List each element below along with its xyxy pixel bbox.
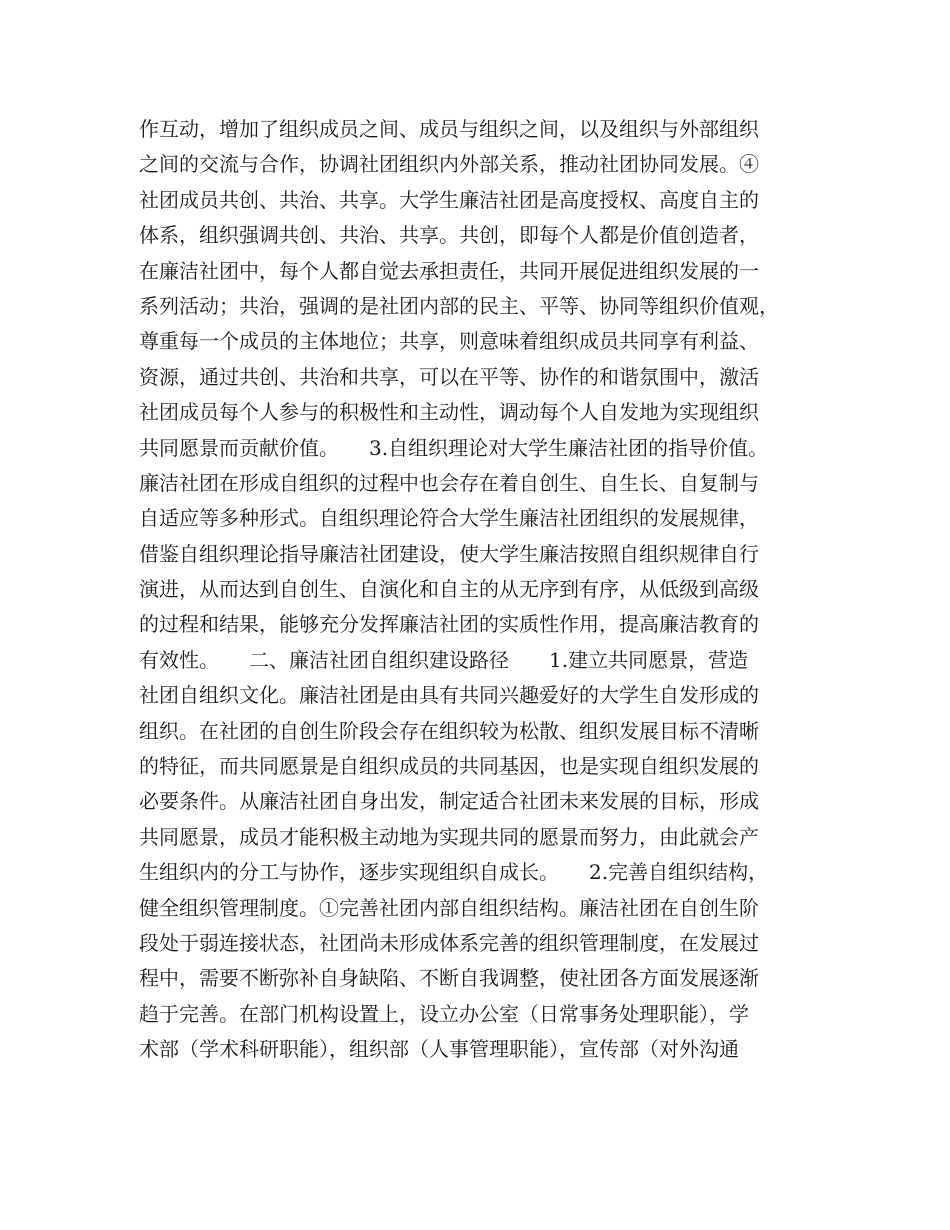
text-line: 健全组织管理制度。①完善社团内部自组织结构。廉洁社团在自创生阶 bbox=[139, 895, 759, 920]
text-line: 作互动，增加了组织成员之间、成员与组织之间，以及组织与外部组织 bbox=[139, 117, 759, 141]
text-line: 术部（学术科研职能），组织部（人事管理职能），宣传部（对外沟通 bbox=[139, 1037, 739, 1062]
text-line: 社团成员每个人参与的积极性和主动性，调动每个人自发地为实现组织 bbox=[139, 400, 759, 425]
text-line: 体系，组织强调共创、共治、共享。共创，即每个人都是价值创造者， bbox=[139, 223, 759, 248]
text-line: 社团成员共创、共治、共享。大学生廉洁社团是高度授权、高度自主的 bbox=[139, 187, 759, 212]
text-line: 生组织内的分工与协作，逐步实现组织自成长。 2.完善自组织结构， bbox=[139, 860, 769, 885]
text-line: 共同愿景，成员才能积极主动地为实现共同的愿景而努力，由此就会产 bbox=[139, 824, 759, 849]
text-line: 的过程和结果，能够充分发挥廉洁社团的实质性作用，提高廉洁教育的 bbox=[139, 612, 759, 637]
text-line: 演进，从而达到自创生、自演化和自主的从无序到有序，从低级到高级 bbox=[139, 577, 759, 602]
text-line: 社团自组织文化。廉洁社团是由具有共同兴趣爱好的大学生自发形成的 bbox=[139, 683, 759, 708]
text-line: 程中，需要不断弥补自身缺陷、不断自我调整，使社团各方面发展逐渐 bbox=[139, 966, 759, 991]
text-line: 必要条件。从廉洁社团自身出发，制定适合社团未来发展的目标，形成 bbox=[139, 789, 759, 814]
body-text bbox=[139, 112, 839, 1068]
text-line: 组织。在社团的自创生阶段会存在组织较为松散、组织发展目标不清晰 bbox=[139, 718, 759, 743]
text-line: 自适应等多种形式。自组织理论符合大学生廉洁社团组织的发展规律， bbox=[139, 506, 759, 531]
text-line: 段处于弱连接状态，社团尚未形成体系完善的组织管理制度，在发展过 bbox=[139, 930, 759, 955]
text-line: 廉洁社团在形成自组织的过程中也会存在着自创生、自生长、自复制与 bbox=[139, 470, 759, 495]
text-line: 尊重每一个成员的主体地位；共享，则意味着组织成员共同享有利益、 bbox=[139, 329, 759, 354]
text-line: 系列活动；共治，强调的是社团内部的民主、平等、协同等组织价值观， bbox=[139, 293, 779, 318]
text-line: 有效性。 二、廉洁社团自组织建设路径 1.建立共同愿景，营造 bbox=[139, 647, 749, 672]
text-line: 之间的交流与合作，协调社团组织内外部关系，推动社团协同发展。④ bbox=[139, 152, 759, 177]
text-line: 借鉴自组织理论指导廉洁社团建设，使大学生廉洁按照自组织规律自行 bbox=[139, 541, 759, 566]
text-line: 趋于完善。在部门机构设置上，设立办公室（日常事务处理职能），学 bbox=[139, 1001, 749, 1026]
text-line: 共同愿景而贡献价值。 3.自组织理论对大学生廉洁社团的指导价值。 bbox=[139, 435, 769, 460]
text-line: 资源，通过共创、共治和共享，可以在平等、协作的和谐氛围中，激活 bbox=[139, 364, 759, 389]
text-line: 的特征，而共同愿景是自组织成员的共同基因，也是实现自组织发展的 bbox=[139, 754, 759, 779]
text-line: 在廉洁社团中，每个人都自觉去承担责任，共同开展促进组织发展的一 bbox=[139, 258, 759, 283]
